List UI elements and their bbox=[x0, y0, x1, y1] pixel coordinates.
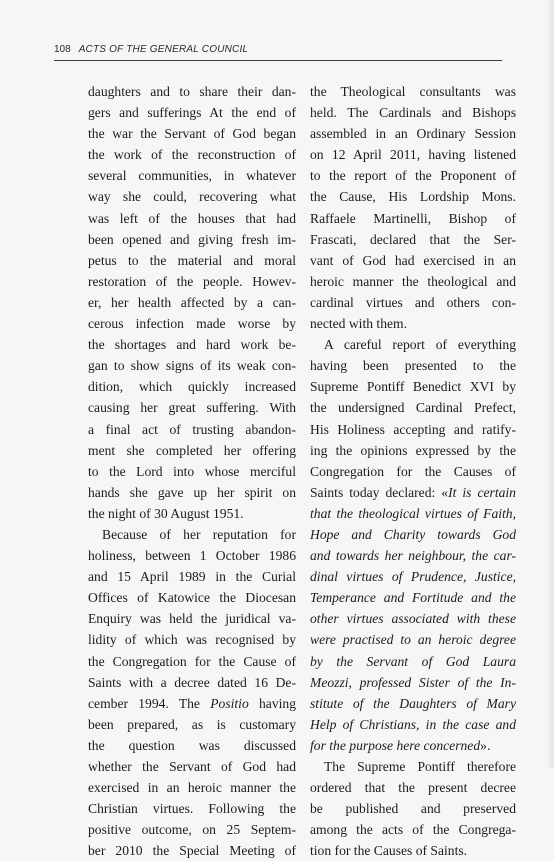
text-line bbox=[310, 229, 516, 250]
text-line bbox=[88, 629, 296, 650]
line-text: the Theological consultants was bbox=[310, 84, 516, 99]
text-line bbox=[310, 419, 516, 440]
text-line bbox=[310, 186, 516, 207]
text-line bbox=[310, 271, 516, 292]
text-line bbox=[310, 461, 516, 482]
text-line bbox=[310, 672, 516, 693]
line-text: holiness, between 1 October 1986 bbox=[88, 548, 296, 564]
line-text: the work of the reconstruction of bbox=[88, 147, 296, 163]
text-line bbox=[88, 271, 296, 292]
text-line bbox=[88, 376, 296, 397]
line-text: cember 1994. The bbox=[88, 695, 211, 711]
line-text: positive outcome, on 25 Septem- bbox=[88, 822, 296, 838]
text-line bbox=[310, 714, 516, 735]
running-header bbox=[54, 44, 502, 55]
text-line bbox=[310, 503, 516, 524]
running-title: ACTS OF THE GENERAL COUNCIL bbox=[78, 44, 249, 55]
line-text: nected with them. bbox=[310, 316, 408, 332]
line-text: the night of 30 August 1951. bbox=[88, 505, 244, 521]
line-text: on 12 April 2011, having listened bbox=[310, 147, 516, 163]
text-line bbox=[88, 461, 296, 482]
line-text: ber 2010 the Special Meeting of bbox=[88, 843, 296, 859]
text-line bbox=[88, 186, 296, 207]
text-line bbox=[88, 524, 296, 545]
header-rule bbox=[54, 60, 502, 61]
text-line bbox=[310, 798, 516, 819]
text-line bbox=[310, 334, 516, 355]
text-line bbox=[310, 756, 516, 777]
line-text: several communities, in whatever bbox=[88, 168, 296, 184]
text-line bbox=[88, 334, 296, 355]
text-line bbox=[88, 482, 296, 503]
line-text: hands she gave up her spirit on bbox=[88, 484, 296, 500]
text-line bbox=[88, 693, 296, 714]
line-text: Raffaele Martinelli, Bishop of bbox=[310, 210, 516, 226]
line-text: Congregation for the Causes of bbox=[310, 463, 516, 479]
line-text: exercised in an heroic manner the bbox=[88, 780, 296, 796]
italic-text: Positio bbox=[210, 695, 249, 711]
text-line bbox=[88, 735, 296, 756]
italic-text: and towards her neighbour, the car- bbox=[310, 548, 516, 564]
italic-text: Help of Christians, in the case and bbox=[310, 716, 516, 732]
line-text: Supreme Pontiff Benedict XVI by bbox=[310, 379, 516, 395]
line-text: be published and preserved bbox=[310, 801, 516, 817]
line-text: held. The Cardinals and Bishops bbox=[310, 105, 516, 121]
line-text: the undersigned Cardinal Prefect, bbox=[310, 400, 516, 416]
line-text: ordered that the present decree bbox=[310, 780, 516, 796]
line-text: The Supreme Pontiff therefore bbox=[324, 759, 516, 774]
text-line bbox=[88, 81, 296, 102]
text-line bbox=[88, 440, 296, 461]
italic-text: for the purpose here concerned bbox=[310, 737, 481, 753]
page-edge-shadow bbox=[548, 0, 554, 768]
italic-text: were practised to an heroic degree bbox=[310, 632, 516, 648]
text-line bbox=[310, 651, 516, 672]
text-line bbox=[310, 81, 516, 102]
line-text-tail: having bbox=[248, 695, 296, 711]
line-text: restoration of the people. Howev- bbox=[88, 273, 296, 289]
line-text: gers and sufferings At the end of bbox=[88, 105, 296, 121]
text-line bbox=[88, 777, 296, 798]
text-line bbox=[310, 376, 516, 397]
line-text: been prepared, as is customary bbox=[88, 716, 296, 732]
line-text: the Congregation for the Cause of bbox=[88, 653, 296, 669]
line-text: dition, which quickly increased bbox=[88, 379, 296, 395]
line-text: the shortages and hard work be- bbox=[88, 337, 296, 353]
text-line bbox=[310, 608, 516, 629]
text-line bbox=[88, 566, 296, 587]
text-line bbox=[310, 482, 516, 503]
text-line bbox=[310, 629, 516, 650]
text-line bbox=[88, 819, 296, 840]
text-line bbox=[88, 714, 296, 735]
text-line bbox=[310, 819, 516, 840]
text-line bbox=[88, 798, 296, 819]
line-text: Enquiry was held the juridical va- bbox=[88, 611, 296, 627]
italic-text: Meozzi, professed Sister of the In- bbox=[310, 674, 516, 690]
text-line bbox=[88, 608, 296, 629]
text-line bbox=[88, 672, 296, 693]
italic-text: stitute of the Daughters of Mary bbox=[310, 695, 516, 711]
text-line bbox=[88, 756, 296, 777]
text-line bbox=[88, 292, 296, 313]
line-text: daughters and to share their dan- bbox=[88, 84, 296, 99]
text-line bbox=[310, 524, 516, 545]
text-line bbox=[88, 102, 296, 123]
text-line bbox=[88, 419, 296, 440]
line-text: the question was discussed bbox=[88, 737, 296, 753]
line-text-tail: ». bbox=[480, 737, 491, 753]
text-line bbox=[310, 292, 516, 313]
line-text: having been presented to the bbox=[310, 358, 516, 374]
line-text: ment she completed her offering bbox=[88, 442, 296, 458]
text-line bbox=[88, 397, 296, 418]
italic-text: dinal virtues of Prudence, Justice, bbox=[310, 569, 516, 585]
line-text: Because of her reputation for bbox=[102, 526, 296, 542]
italic-text: by the Servant of God Laura bbox=[310, 653, 516, 669]
text-line bbox=[310, 102, 516, 123]
line-text: A careful report of everything bbox=[324, 337, 516, 353]
line-text: causing her great suffering. With bbox=[88, 400, 296, 416]
text-line bbox=[310, 313, 516, 334]
text-line bbox=[310, 440, 516, 461]
line-text: to the report of the Proponent of bbox=[310, 168, 516, 184]
text-line bbox=[310, 587, 516, 608]
text-line bbox=[310, 123, 516, 144]
line-text: cerous infection made worse by bbox=[88, 316, 296, 332]
line-text: Saints today declared: « bbox=[310, 484, 449, 500]
text-line bbox=[310, 355, 516, 376]
text-line bbox=[310, 566, 516, 587]
text-line bbox=[310, 840, 516, 861]
line-text: tion for the Causes of Saints. bbox=[310, 843, 468, 859]
line-text: a final act of trusting abandon- bbox=[88, 421, 296, 437]
line-text: way she could, recovering what bbox=[88, 189, 296, 205]
line-text: and 15 April 1989 in the Curial bbox=[88, 569, 296, 585]
line-text: among the acts of the Congrega- bbox=[310, 822, 516, 838]
text-line bbox=[310, 735, 516, 756]
line-text: been opened and giving fresh im- bbox=[88, 231, 296, 247]
text-line bbox=[310, 144, 516, 165]
line-text: His Holiness accepting and ratify- bbox=[310, 421, 516, 437]
text-line bbox=[310, 777, 516, 798]
text-line bbox=[310, 693, 516, 714]
line-text: er, her health affected by a can- bbox=[88, 294, 296, 310]
text-line bbox=[88, 503, 296, 524]
line-text: heroic manner the theological and bbox=[310, 273, 516, 289]
text-line bbox=[310, 165, 516, 186]
line-text: Saints with a decree dated 16 De- bbox=[88, 674, 296, 690]
text-line bbox=[88, 545, 296, 566]
line-text: Frascati, declared that the Ser- bbox=[310, 231, 516, 247]
line-text: was left of the houses that had bbox=[88, 210, 296, 226]
line-text: lidity of which was recognised by bbox=[88, 632, 296, 648]
line-text: ing the opinions expressed by the bbox=[310, 442, 516, 458]
line-text: cardinal virtues and others con- bbox=[310, 294, 516, 310]
line-text: the war the Servant of God began bbox=[88, 126, 296, 142]
italic-text: Hope and Charity towards God bbox=[310, 526, 516, 542]
line-text: gan to show signs of its weak con- bbox=[88, 358, 296, 374]
line-text: Christian virtues. Following the bbox=[88, 801, 296, 817]
text-line bbox=[88, 840, 296, 861]
line-text: Offices of Katowice the Diocesan bbox=[88, 590, 296, 606]
line-text: the Cause, His Lordship Mons. bbox=[310, 189, 516, 205]
text-line bbox=[88, 123, 296, 144]
left-text-column bbox=[88, 81, 296, 861]
line-text: to the Lord into whose merciful bbox=[88, 463, 296, 479]
text-line bbox=[88, 651, 296, 672]
text-line bbox=[88, 208, 296, 229]
line-text: vant of God had exercised in an bbox=[310, 252, 516, 268]
text-line bbox=[88, 587, 296, 608]
italic-text: Temperance and Fortitude and the bbox=[310, 590, 516, 606]
line-text: petus to the material and moral bbox=[88, 252, 296, 268]
text-line bbox=[88, 165, 296, 186]
text-line bbox=[310, 397, 516, 418]
text-line bbox=[88, 313, 296, 334]
italic-text: that the theological virtues of Faith, bbox=[310, 505, 516, 521]
text-line bbox=[310, 545, 516, 566]
page-number: 108 bbox=[54, 44, 71, 55]
text-line bbox=[88, 250, 296, 271]
text-line bbox=[310, 208, 516, 229]
text-line bbox=[88, 144, 296, 165]
right-text-column bbox=[310, 81, 516, 861]
italic-text: It is certain bbox=[448, 484, 516, 500]
text-line bbox=[88, 355, 296, 376]
line-text: whether the Servant of God had bbox=[88, 759, 296, 774]
text-line bbox=[310, 250, 516, 271]
italic-text: other virtues associated with these bbox=[310, 611, 516, 627]
line-text: assembled in an Ordinary Session bbox=[310, 126, 516, 142]
text-line bbox=[88, 229, 296, 250]
